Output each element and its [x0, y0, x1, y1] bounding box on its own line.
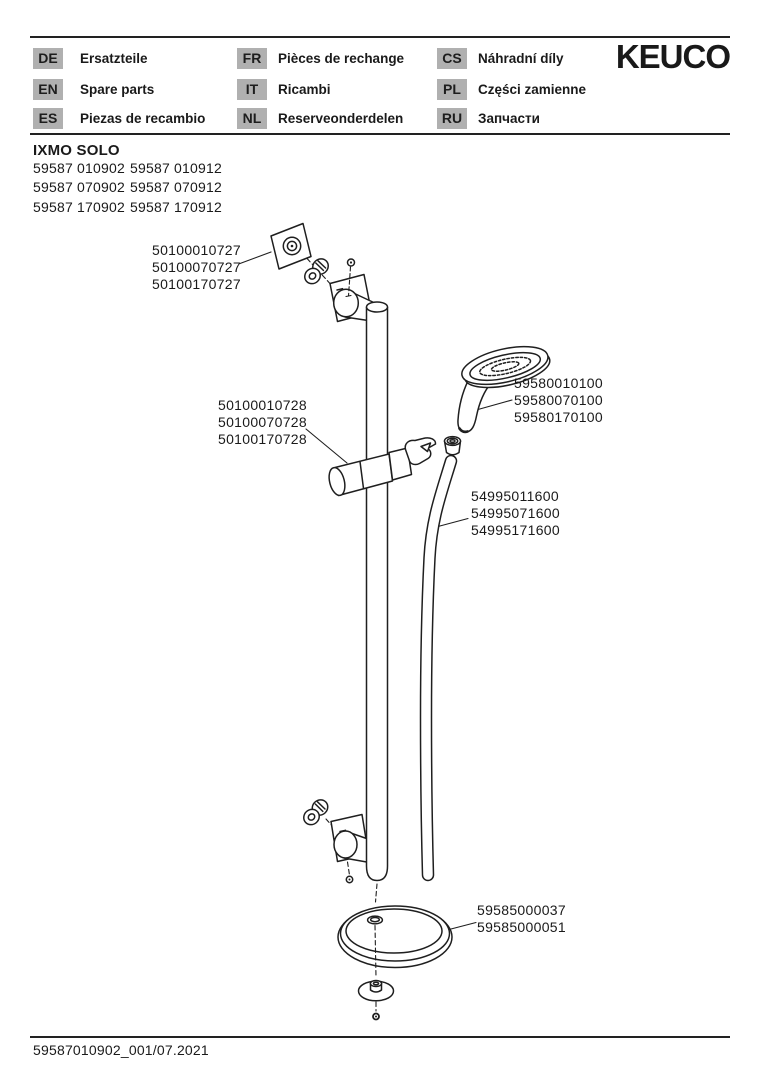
- hose-nut: [445, 437, 461, 455]
- document-id: 59587010902_001/07.2021: [33, 1042, 209, 1058]
- lang-label-de: Ersatzteile: [80, 51, 148, 66]
- part-number: 50100010727: [152, 242, 241, 258]
- lang-badge-en: EN: [33, 79, 63, 100]
- part-number: 50100170728: [218, 431, 307, 447]
- variant-number: 59587 170902: [33, 198, 125, 215]
- part-number: 50100010728: [218, 397, 307, 413]
- rib-spacer-top: [302, 256, 332, 287]
- shower-hose: [426, 461, 451, 875]
- part-label-shower-hose: [471, 488, 560, 539]
- lang-badge-es: ES: [33, 108, 63, 129]
- part-number: 50100070728: [218, 414, 307, 430]
- lang-badge-it: IT: [237, 79, 267, 100]
- part-number: 59580010100: [514, 375, 603, 391]
- variant-number: 59587 010902: [33, 160, 125, 176]
- part-number: 54995011600: [471, 488, 559, 504]
- part-number: 50100170727: [152, 276, 241, 292]
- lang-label-ru: Запчасти: [478, 111, 540, 126]
- variant-number: 59587 070912: [130, 179, 222, 196]
- part-number: 50100070727: [152, 259, 241, 275]
- lang-badge-fr: FR: [237, 48, 267, 69]
- part-number: 59585000051: [477, 919, 566, 935]
- screw-bottom: [346, 876, 352, 882]
- product-title: IXMO SOLO: [33, 142, 120, 159]
- part-number: 54995071600: [471, 505, 560, 521]
- lang-badge-nl: NL: [237, 108, 267, 129]
- screw-tray: [373, 1014, 379, 1020]
- lang-label-it: Ricambi: [278, 82, 331, 97]
- shower-rail: [367, 302, 388, 881]
- part-label-wall-bracket-cover: [152, 242, 241, 293]
- lang-label-es: Piezas de recambio: [80, 111, 206, 126]
- part-label-hand-shower: [514, 375, 603, 426]
- part-number: 59585000037: [477, 902, 566, 918]
- screw-top: [348, 259, 355, 266]
- keuco-logo: KEUCO: [615, 38, 730, 75]
- lang-badge-ru: RU: [437, 108, 467, 129]
- part-number: 59580070100: [514, 392, 603, 408]
- part-label-shelf-tray: [477, 902, 566, 936]
- lang-label-fr: Pièces de rechange: [278, 51, 405, 66]
- lang-badge-pl: PL: [437, 79, 467, 100]
- mounting-disc: [359, 981, 394, 1001]
- variant-number: 59587 070902: [33, 179, 125, 196]
- lang-label-en: Spare parts: [80, 82, 155, 97]
- lang-badge-de: DE: [33, 48, 63, 69]
- variant-number: 59587 170912: [130, 198, 222, 215]
- lang-label-cs: Náhradní díly: [478, 51, 564, 66]
- part-number: 54995171600: [471, 522, 560, 538]
- wall-plate-top: [271, 224, 311, 270]
- lang-badge-cs: CS: [437, 48, 467, 69]
- lang-label-nl: Reserveonderdelen: [278, 111, 404, 126]
- part-number: 59580170100: [514, 409, 603, 425]
- variant-number: 59587 010912: [130, 160, 222, 176]
- rib-spacer-bottom: [301, 797, 331, 828]
- part-label-rail-slider: [218, 397, 307, 448]
- shelf-tray: [338, 906, 452, 968]
- lang-label-pl: Części zamienne: [478, 82, 587, 97]
